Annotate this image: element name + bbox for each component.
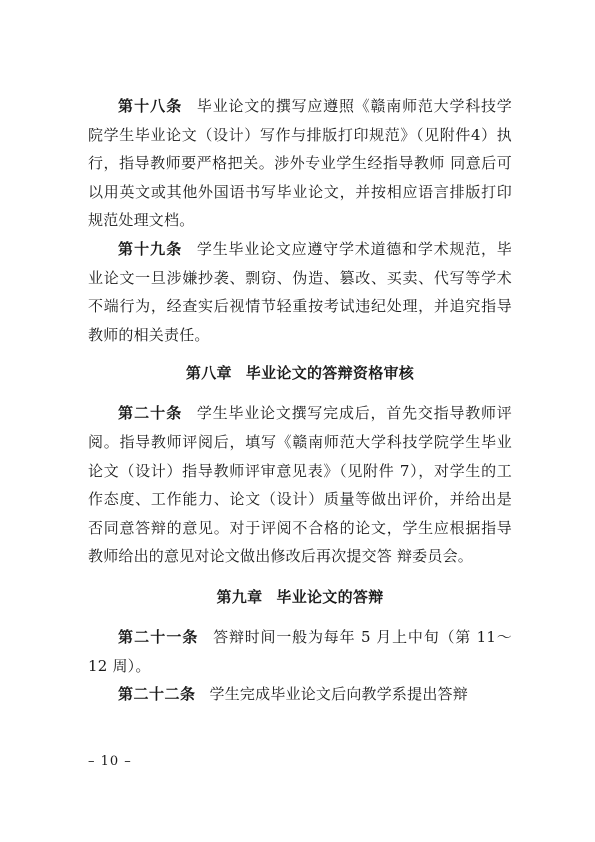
article-20-label: 第二十条 xyxy=(118,404,183,423)
article-22-text: 学生完成毕业论文后向教学系提出答辩 xyxy=(209,685,468,704)
article-22 xyxy=(88,680,512,709)
article-18-label: 第十八条 xyxy=(118,97,183,115)
chapter-8-title: 毕业论文的答辩资格审核 xyxy=(245,364,415,383)
article-19-label: 第十九条 xyxy=(118,239,183,258)
article-18-text: 毕业论文的撰写应遵照《赣南师范大学科技学院学生毕业论文（设计）写作与排版打印规范》（见附件4）执行，指导教师要严格把关。涉外专业学生经指导教师 同意后可以用英文或其他外国语书写毕业论文，并按相应语言排版打印规范处理文档。 xyxy=(88,97,512,230)
page-number: – 10 – xyxy=(88,754,132,769)
article-19 xyxy=(88,235,512,349)
article-22-label: 第二十二条 xyxy=(118,685,196,704)
chapter-8-number: 第八章 xyxy=(185,364,232,383)
article-21-label: 第二十一条 xyxy=(118,627,199,646)
article-20 xyxy=(88,399,512,571)
chapter-9-heading xyxy=(88,583,512,611)
chapter-9-number: 第九章 xyxy=(216,587,263,606)
article-19-text: 学生毕业论文应遵守学术道德和学术规范，毕业论文一旦涉嫌抄袭、剽窃、伪造、篡改、买卖、代写等学术不端行为，经查实后视情节轻重按考试违纪处理，并追究指导教师的相关责任。 xyxy=(88,239,512,344)
article-20-text: 学生毕业论文撰写完成后，首先交指导教师评阅。指导教师评阅后，填写《赣南师范大学科技学院学生毕业论文（设计）指导教师评审意见表》（见附件 7），对学生的工作态度、工作能力、论文（设计）质量等做出评价，并给出是否同意答辩的意见。对于评阅不合格的论文，学生应根据指导教师给出的意见对论文做出修改后再次提交答 辩委员会。 xyxy=(88,404,512,566)
article-18 xyxy=(88,92,512,235)
chapter-9-title: 毕业论文的答辩 xyxy=(276,587,384,606)
chapter-8-heading xyxy=(88,359,512,387)
document-body xyxy=(88,92,512,709)
article-21 xyxy=(88,623,512,680)
article-21-text: 答辩时间一般为每年 5 月上中旬（第 11～12 周）。 xyxy=(88,627,512,675)
